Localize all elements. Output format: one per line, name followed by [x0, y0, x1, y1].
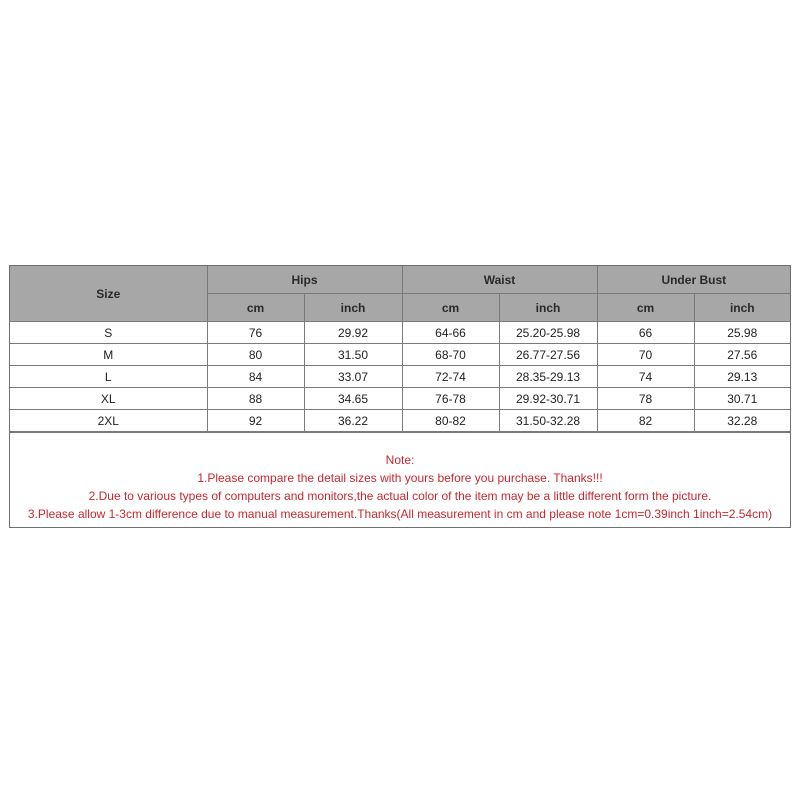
unit-header: cm — [597, 294, 694, 322]
size-cell: S — [10, 322, 207, 344]
measurement-cell: 34.65 — [304, 388, 402, 410]
table-row — [10, 344, 790, 366]
measurement-cell: 78 — [597, 388, 694, 410]
measurement-cell: 30.71 — [694, 388, 790, 410]
table-row — [10, 388, 790, 410]
measurement-cell: 76-78 — [402, 388, 499, 410]
measurement-cell: 82 — [597, 410, 694, 432]
measurement-cell: 36.22 — [304, 410, 402, 432]
unit-header: cm — [207, 294, 304, 322]
measurement-cell: 84 — [207, 366, 304, 388]
under-bust-header: Under Bust — [597, 266, 790, 294]
header-row-groups — [10, 266, 790, 294]
measurement-cell: 25.20-25.98 — [499, 322, 597, 344]
measurement-cell: 32.28 — [694, 410, 790, 432]
note-line: 3.Please allow 1-3cm difference due to manual measurement.Thanks(All measurement in cm and please note 1cm=0.39inch 1inch=2.54cm) — [27, 507, 773, 521]
table-row — [10, 366, 790, 388]
measurement-cell: 68-70 — [402, 344, 499, 366]
measurement-cell: 27.56 — [694, 344, 790, 366]
size-cell: XL — [10, 388, 207, 410]
size-cell: L — [10, 366, 207, 388]
size-chart — [9, 265, 791, 528]
size-table — [10, 266, 790, 432]
note-line: 1.Please compare the detail sizes with yours before you purchase. Thanks!!! — [197, 471, 603, 485]
measurement-cell: 25.98 — [694, 322, 790, 344]
note-line: 2.Due to various types of computers and monitors,the actual color of the item may be a little different form the picture. — [88, 489, 712, 503]
unit-header: inch — [694, 294, 790, 322]
table-row — [10, 410, 790, 432]
measurement-cell: 74 — [597, 366, 694, 388]
note-title: Note: — [385, 453, 415, 467]
note-section — [10, 432, 790, 522]
measurement-cell: 80-82 — [402, 410, 499, 432]
measurement-cell: 64-66 — [402, 322, 499, 344]
measurement-cell: 76 — [207, 322, 304, 344]
waist-header: Waist — [402, 266, 597, 294]
unit-header: inch — [499, 294, 597, 322]
unit-header: inch — [304, 294, 402, 322]
hips-header: Hips — [207, 266, 402, 294]
measurement-cell: 29.92-30.71 — [499, 388, 597, 410]
size-cell: M — [10, 344, 207, 366]
measurement-cell: 70 — [597, 344, 694, 366]
measurement-cell: 28.35-29.13 — [499, 366, 597, 388]
measurement-cell: 66 — [597, 322, 694, 344]
measurement-cell: 80 — [207, 344, 304, 366]
measurement-cell: 33.07 — [304, 366, 402, 388]
unit-header: cm — [402, 294, 499, 322]
measurement-cell: 29.13 — [694, 366, 790, 388]
table-body — [10, 322, 790, 432]
measurement-cell: 26.77-27.56 — [499, 344, 597, 366]
measurement-cell: 31.50 — [304, 344, 402, 366]
measurement-cell: 92 — [207, 410, 304, 432]
size-cell: 2XL — [10, 410, 207, 432]
measurement-cell: 88 — [207, 388, 304, 410]
size-column-header: Size — [10, 266, 207, 322]
measurement-cell: 31.50-32.28 — [499, 410, 597, 432]
measurement-cell: 29.92 — [304, 322, 402, 344]
measurement-cell: 72-74 — [402, 366, 499, 388]
table-row — [10, 322, 790, 344]
